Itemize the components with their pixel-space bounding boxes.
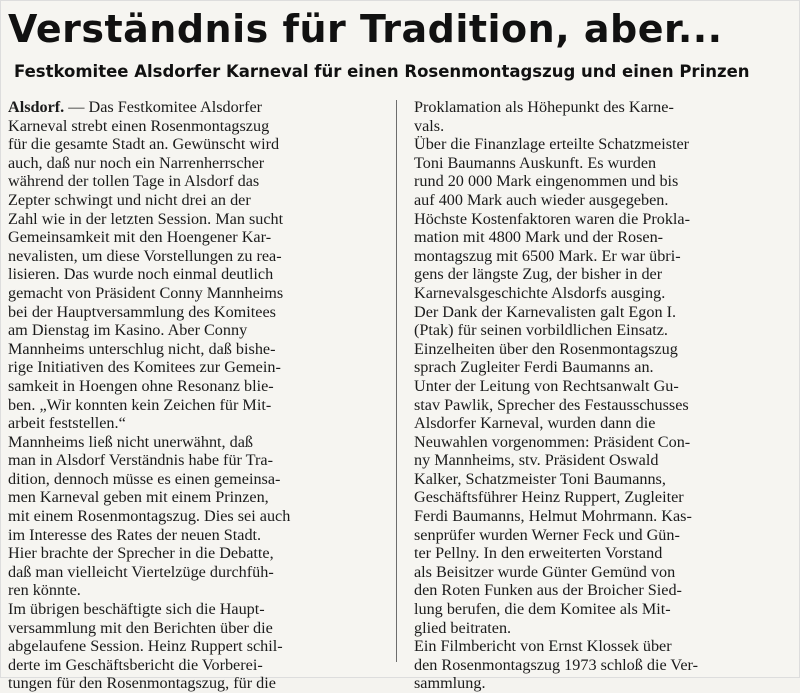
text-line: Alsdorf. — Das Festkomitee Alsdorfer xyxy=(8,98,263,116)
dateline: Alsdorf. xyxy=(8,98,65,116)
text-line: man in Alsdorf Verständnis habe für Tra- xyxy=(8,451,273,470)
text-line: (Ptak) für seinen vorbildlichen Einsatz. xyxy=(414,321,668,340)
text-line: Zepter schwingt und nicht drei an der xyxy=(8,190,251,209)
text-line: derte im Geschäftsbericht die Vorberei- xyxy=(8,655,263,674)
text-line: Ferdi Baumanns, Helmut Mohrmann. Kas- xyxy=(414,507,692,526)
text-line: lung berufen, die dem Komitee als Mit- xyxy=(414,600,671,619)
text-line: ben. „Wir konnten kein Zeichen für Mit- xyxy=(8,395,272,414)
text-line: montagszug mit 6500 Mark. Er war übri- xyxy=(414,246,681,265)
text-line: Über die Finanzlage erteilte Schatzmeister xyxy=(414,135,690,154)
text-line: den Rosenmontagszug 1973 schloß die Ver- xyxy=(414,655,698,674)
text-line: als Beisitzer wurde Günter Gemünd von xyxy=(414,562,676,581)
text-line: Einzelheiten über den Rosenmontagszug xyxy=(414,339,678,358)
text-line: ren könnte. xyxy=(8,581,81,600)
text-line: mit einem Rosenmontagszug. Dies sei auch xyxy=(8,507,291,526)
text-line: versammlung mit den Berichten über die xyxy=(8,618,273,637)
text-line: ny Mannheims, stv. Präsident Oswald xyxy=(414,451,659,470)
text-line: Mannheims ließ nicht unerwähnt, daß xyxy=(8,432,254,451)
text-line: für die gesamte Stadt an. Gewünscht wird xyxy=(8,135,280,154)
text-line: während der tollen Tage in Alsdorf das xyxy=(8,172,260,191)
article-column-left xyxy=(8,98,380,693)
text-line: nevalisten, um diese Vorstellungen zu rea- xyxy=(8,246,282,265)
text-line: stav Pawlik, Sprecher des Festausschusses xyxy=(414,395,689,414)
text-line: sprach Zugleiter Ferdi Baumanns an. xyxy=(414,358,654,377)
text-line: rund 20 000 Mark eingenommen und bis xyxy=(414,172,679,191)
text-line: Neuwahlen vorgenommen: Präsident Con- xyxy=(414,432,691,451)
column-left-text xyxy=(8,98,380,693)
text-line: daß man vielleicht Viertelzüge durchfüh- xyxy=(8,562,274,581)
text-line: men Karneval geben mit einem Prinzen, xyxy=(8,488,269,507)
text-line: gemacht von Präsident Conny Mannheims xyxy=(8,283,284,302)
text-line: am Dienstag im Kasino. Aber Conny xyxy=(8,321,248,340)
text-line: Gemeinsamkeit mit den Hoengener Kar- xyxy=(8,228,272,247)
text-line: Unter der Leitung von Rechtsanwalt Gu- xyxy=(414,376,679,395)
text-line: Im übrigen beschäftigte sich die Haupt- xyxy=(8,600,265,619)
text-line: arbeit feststellen.“ xyxy=(8,414,126,433)
text-line: dition, dennoch müsse es einen gemeinsa- xyxy=(8,469,281,488)
column-divider xyxy=(396,100,397,662)
text-line: Der Dank der Karnevalisten galt Egon I. xyxy=(414,302,677,321)
text-line: tungen für den Rosenmontagszug, für die xyxy=(8,674,276,693)
text-line: Karnevalsgeschichte Alsdorfs ausging. xyxy=(414,283,666,302)
article-column-right xyxy=(414,98,786,693)
column-right-text xyxy=(414,98,786,693)
text-line: sammlung. xyxy=(414,674,486,693)
text-line: auch, daß nur noch ein Narrenherrscher xyxy=(8,153,265,172)
text-line: samkeit in Hoengen ohne Resonanz blie- xyxy=(8,376,274,395)
headline: Verständnis für Tradition, aber... xyxy=(8,7,723,51)
text-line: Höchste Kostenfaktoren waren die Prokla- xyxy=(414,209,690,228)
text-line: Karneval strebt einen Rosenmontagszug xyxy=(8,116,270,135)
text-line: mation mit 4800 Mark und der Rosen- xyxy=(414,228,664,247)
text-line: Zahl wie in der letzten Session. Man sucht xyxy=(8,209,284,228)
text-line: bei der Hauptversammlung des Komitees xyxy=(8,302,276,321)
text-line: Geschäftsführer Heinz Ruppert, Zugleiter xyxy=(414,488,684,507)
text-line: Mannheims unterschlug nicht, daß bishe- xyxy=(8,339,276,358)
text-line: auf 400 Mark auch wieder ausgegeben. xyxy=(414,190,669,209)
text-line: lisieren. Das wurde noch einmal deutlich xyxy=(8,265,274,284)
text-line: glied beitraten. xyxy=(414,618,512,637)
text-line: Hier brachte der Sprecher in die Debatte, xyxy=(8,544,274,563)
text-line: Toni Baumanns Auskunft. Es wurden xyxy=(414,153,657,172)
text-line: Proklamation als Höhepunkt des Karne- xyxy=(414,98,674,116)
text-line: Ein Filmbericht von Ernst Klossek über xyxy=(414,637,672,656)
text-line: Alsdorfer Karneval, wurden dann die xyxy=(414,414,656,433)
text-line: gens der längste Zug, der bisher in der xyxy=(414,265,663,284)
text-line: rige Initiativen des Komitees zur Gemein- xyxy=(8,358,281,377)
text-line: ter Pellny. In den erweiterten Vorstand xyxy=(414,544,663,563)
text-line: vals. xyxy=(414,116,445,135)
text-line: im Interesse des Rates der neuen Stadt. xyxy=(8,525,262,544)
text-line: senprüfer wurden Werner Feck und Gün- xyxy=(414,525,680,544)
text-line: abgelaufene Session. Heinz Ruppert schil- xyxy=(8,637,283,656)
text-line: den Roten Funken aus der Broicher Sied- xyxy=(414,581,682,600)
subheadline: Festkomitee Alsdorfer Karneval für einen Rosenmontagszug und einen Prinzen xyxy=(14,62,750,81)
text-line: Kalker, Schatzmeister Toni Baumanns, xyxy=(414,469,666,488)
